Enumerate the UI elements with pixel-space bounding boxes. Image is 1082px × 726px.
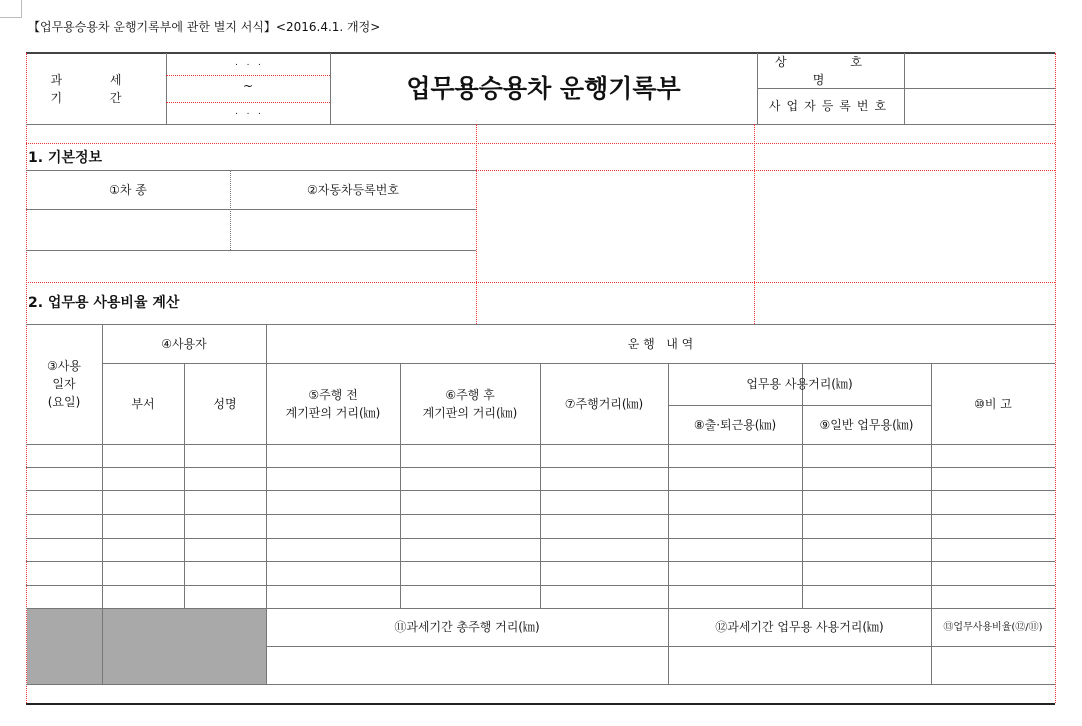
date-to-field[interactable]: . . .	[235, 107, 261, 118]
tilde: ~	[242, 79, 254, 93]
total-distance-header: ⑪과세기간 총주행 거리(㎞)	[394, 620, 540, 634]
table-cell[interactable]	[27, 445, 102, 467]
table-cell[interactable]	[541, 539, 668, 561]
table-cell[interactable]	[669, 586, 802, 608]
table-cell[interactable]	[185, 445, 266, 467]
table-cell[interactable]	[27, 586, 102, 608]
table-cell[interactable]	[103, 491, 184, 514]
table-cell[interactable]	[669, 468, 802, 490]
table-cell[interactable]	[27, 515, 102, 538]
table-cell[interactable]	[932, 515, 1055, 538]
company-name-label: 상 호 명	[775, 54, 892, 87]
table-cell[interactable]	[401, 586, 540, 608]
divider	[26, 250, 476, 251]
guide	[166, 102, 330, 103]
table-cell[interactable]	[803, 468, 931, 490]
caption: 【업무용승용차 운행기록부에 관한 별지 서식】<2016.4.1. 개정>	[28, 20, 381, 34]
distance-header: ⑦주행거리(㎞)	[564, 396, 644, 411]
section2-title: 2. 업무용 사용비율 계산	[28, 295, 180, 311]
table-cell[interactable]	[103, 468, 184, 490]
table-cell[interactable]	[803, 562, 931, 585]
table-cell[interactable]	[27, 539, 102, 561]
table-cell[interactable]	[803, 515, 931, 538]
page-corner-mark	[0, 0, 22, 18]
divider	[26, 124, 1055, 125]
car-registration-header: ②자동차등록번호	[307, 182, 399, 197]
business-total-header: ⑫과세기간 업무용 사용거리(㎞)	[715, 620, 884, 634]
table-cell[interactable]	[267, 562, 400, 585]
car-type-field[interactable]	[27, 210, 229, 249]
user-header: ④사용자	[161, 336, 207, 351]
grid-line	[26, 684, 1055, 685]
section1-title: 1. 기본정보	[28, 150, 103, 166]
table-cell[interactable]	[932, 562, 1055, 585]
bottom-rule	[26, 703, 1055, 705]
table-cell[interactable]	[401, 445, 540, 467]
table-cell[interactable]	[401, 539, 540, 561]
table-cell[interactable]	[803, 586, 931, 608]
shaded-cell	[27, 609, 102, 684]
business-number-field[interactable]	[905, 89, 1055, 124]
car-type-header: ①차 종	[109, 182, 147, 197]
table-cell[interactable]	[401, 562, 540, 585]
table-cell[interactable]	[669, 491, 802, 514]
business-number-label: 사업자등록번호	[768, 99, 893, 113]
business-distance-header: 업무용 사용거리(㎞)	[746, 377, 853, 391]
table-cell[interactable]	[803, 445, 931, 467]
table-cell[interactable]	[669, 539, 802, 561]
table-cell[interactable]	[103, 445, 184, 467]
table-cell[interactable]	[541, 468, 668, 490]
table-cell[interactable]	[185, 468, 266, 490]
table-cell[interactable]	[267, 491, 400, 514]
table-cell[interactable]	[932, 468, 1055, 490]
company-name-field[interactable]	[905, 54, 1055, 88]
table-cell[interactable]	[669, 515, 802, 538]
table-cell[interactable]	[803, 491, 931, 514]
shaded-cell	[103, 609, 266, 684]
table-cell[interactable]	[541, 586, 668, 608]
remarks-header: ⑩비 고	[974, 396, 1012, 411]
table-cell[interactable]	[185, 515, 266, 538]
table-cell[interactable]	[27, 491, 102, 514]
table-cell[interactable]	[103, 586, 184, 608]
guide	[476, 124, 477, 324]
table-cell[interactable]	[185, 539, 266, 561]
table-cell[interactable]	[401, 515, 540, 538]
use-date-header: ③사용 일자 (요일)	[47, 359, 81, 409]
table-cell[interactable]	[27, 562, 102, 585]
odometer-before-header: ⑤주행 전 계기판의 거리(㎞)	[285, 387, 381, 420]
table-cell[interactable]	[267, 539, 400, 561]
table-cell[interactable]	[27, 468, 102, 490]
table-cell[interactable]	[185, 491, 266, 514]
driving-details-header: 운 행 내 역	[627, 336, 694, 351]
table-cell[interactable]	[185, 562, 266, 585]
table-cell[interactable]	[803, 539, 931, 561]
table-cell[interactable]	[932, 586, 1055, 608]
table-cell[interactable]	[541, 445, 668, 467]
table-cell[interactable]	[669, 562, 802, 585]
business-total-field[interactable]	[669, 647, 930, 683]
table-cell[interactable]	[541, 491, 668, 514]
total-distance-field[interactable]	[267, 647, 667, 683]
commute-header: ⑧출·퇴근용(㎞)	[693, 417, 777, 432]
odometer-after-header: ⑥주행 후 계기판의 거리(㎞)	[422, 387, 518, 420]
business-ratio-field[interactable]	[932, 647, 1054, 683]
table-cell[interactable]	[267, 586, 400, 608]
guide	[754, 124, 755, 324]
guide	[26, 143, 1055, 144]
business-ratio-header: ⑬업무사용비율(⑫/⑪)	[943, 621, 1043, 633]
table-cell[interactable]	[932, 539, 1055, 561]
table-cell[interactable]	[932, 491, 1055, 514]
table-cell[interactable]	[103, 539, 184, 561]
right-guide	[1055, 53, 1056, 703]
table-cell[interactable]	[541, 515, 668, 538]
table-cell[interactable]	[669, 445, 802, 467]
page-title: 업무용승용차 운행기록부	[406, 73, 681, 103]
general-business-header: ⑨일반 업무용(㎞)	[819, 417, 914, 432]
name-header: 성명	[213, 396, 237, 411]
table-cell[interactable]	[541, 562, 668, 585]
table-cell[interactable]	[103, 515, 184, 538]
tax-period-label: 과 세 기 간	[50, 72, 144, 105]
table-cell[interactable]	[103, 562, 184, 585]
department-header: 부서	[131, 396, 155, 411]
table-cell[interactable]	[185, 586, 266, 608]
date-from-field[interactable]: . . .	[235, 58, 261, 69]
table-cell[interactable]	[267, 445, 400, 467]
table-cell[interactable]	[401, 491, 540, 514]
guide	[26, 282, 1055, 283]
car-registration-field[interactable]	[231, 210, 475, 249]
table-cell[interactable]	[267, 515, 400, 538]
table-cell[interactable]	[932, 445, 1055, 467]
table-cell[interactable]	[267, 468, 400, 490]
table-cell[interactable]	[401, 468, 540, 490]
